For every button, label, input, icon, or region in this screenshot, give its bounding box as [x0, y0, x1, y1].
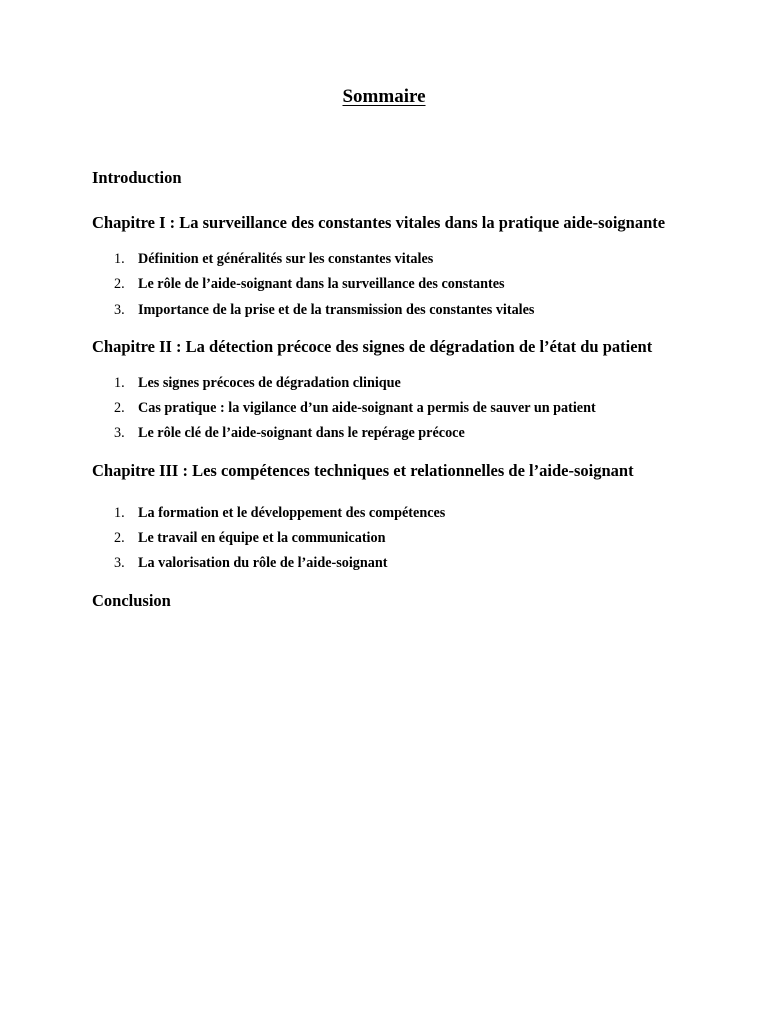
toc-item-label: La formation et le développement des compétences — [138, 504, 446, 521]
toc-item — [114, 396, 676, 421]
toc-item-label: Les signes précoces de dégradation clinique — [138, 374, 401, 391]
toc-item — [114, 272, 676, 297]
toc-chapter-1-items — [92, 247, 676, 323]
toc-introduction: Introduction — [92, 168, 182, 187]
toc-conclusion: Conclusion — [92, 590, 171, 610]
toc-item — [114, 501, 676, 526]
toc-item — [114, 247, 676, 272]
toc-item-label: Le travail en équipe et la communication — [138, 530, 386, 547]
toc-item — [114, 551, 676, 576]
toc-chapter-1-title: Chapitre I : La surveillance des constantes vitales dans la pratique aide-soignante — [92, 213, 666, 232]
toc-item-number: 2. — [114, 400, 125, 417]
toc-chapter-3-items — [92, 501, 676, 577]
toc-item-number: 1. — [114, 251, 125, 267]
toc-chapter-2-items — [92, 371, 676, 447]
toc-item — [114, 421, 676, 446]
toc-item-label: Le rôle clé de l’aide-soignant dans le repérage précoce — [138, 425, 465, 442]
toc-chapter-3-title: Chapitre III : Les compétences techniques et relationnelles de l’aide-soignant — [92, 460, 634, 480]
toc-item-label: Le rôle de l’aide-soignant dans la surveillance des constantes — [138, 276, 505, 293]
toc-item-label: Cas pratique : la vigilance d’un aide-soignant a permis de sauver un patient — [138, 400, 596, 417]
toc-chapter-2-title: Chapitre II : La détection précoce des signes de dégradation de l’état du patient — [92, 336, 653, 356]
toc-item-number: 1. — [114, 504, 125, 521]
toc-item-label: Définition et généralités sur les constantes vitales — [138, 251, 434, 267]
toc-item-number: 2. — [114, 276, 125, 293]
toc-item-number: 3. — [114, 555, 125, 572]
toc-item-label: Importance de la prise et de la transmission des constantes vitales — [138, 301, 535, 318]
toc-item-label: La valorisation du rôle de l’aide-soignant — [138, 555, 388, 572]
toc-item-number: 2. — [114, 530, 125, 547]
toc-item-number: 1. — [114, 374, 125, 391]
toc-item — [114, 371, 676, 396]
toc-item — [114, 526, 676, 551]
toc-item-number: 3. — [114, 301, 125, 318]
toc-item — [114, 298, 676, 323]
toc-item-number: 3. — [114, 425, 125, 442]
page-title: Sommaire — [342, 86, 426, 107]
table-of-contents — [92, 164, 676, 615]
